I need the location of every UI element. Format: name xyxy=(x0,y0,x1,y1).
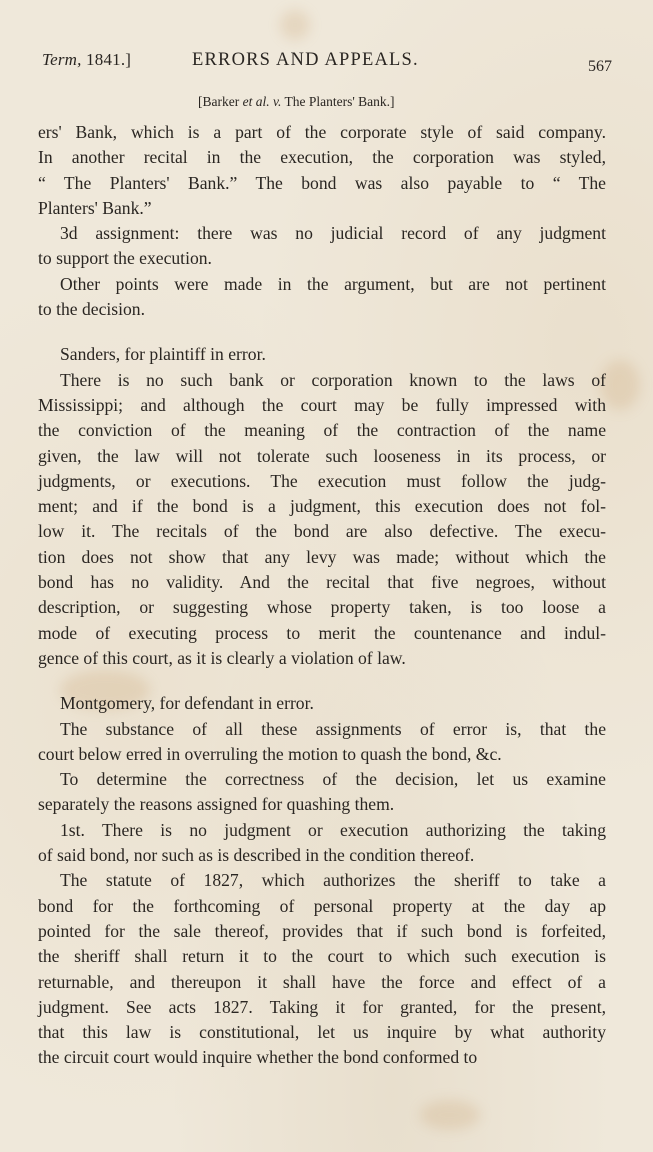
text-line: gence of this court, as it is clearly a violation of law. xyxy=(38,647,406,668)
page-header xyxy=(42,50,612,80)
text-line: ers' Bank, which is a part of the corporate style of said company. xyxy=(38,122,606,142)
text-line: of said bond, nor such as is described in the condition thereof. xyxy=(38,845,475,866)
text-line: the conviction of the meaning of the contraction of the name xyxy=(38,420,606,441)
text-line: court below erred in overruling the motion to quash the bond, &c. xyxy=(38,743,502,764)
text-line: to the decision. xyxy=(38,299,146,320)
text-line: description, or suggesting whose property taken, is too loose a xyxy=(38,597,606,618)
paragraph-gap xyxy=(38,671,606,691)
text-line: that this law is constitutional, let us inquire by what authority xyxy=(38,1022,606,1043)
term-label: Term, 1841.] xyxy=(42,50,132,69)
text-line: the sheriff shall return it to the court to which such execution is xyxy=(38,946,606,967)
case-running-head: [Barker et al. v. The Planters' Bank.] xyxy=(198,94,395,109)
text-line: tion does not show that any levy was made; without which the xyxy=(38,546,606,567)
text-line: given, the law will not tolerate such looseness in its process, or xyxy=(38,445,606,466)
paragraph xyxy=(38,120,606,221)
text-line: The statute of 1827, which authorizes the sheriff to take a xyxy=(60,870,606,891)
text-line: the circuit court would inquire whether the bond conformed to xyxy=(38,1047,478,1068)
text-line: mode of executing process to merit the countenance and indul- xyxy=(38,622,606,643)
text-line: ment; and if the bond is a judgment, this execution does not fol- xyxy=(38,496,606,517)
paragraph xyxy=(38,818,606,869)
text-line: Other points were made in the argument, but are not pertinent xyxy=(60,273,606,294)
paragraph xyxy=(38,868,606,1070)
page-stain xyxy=(420,1100,480,1130)
paragraph-gap xyxy=(38,322,606,342)
paragraph xyxy=(38,368,606,672)
text-line: There is no such bank or corporation known to the laws of xyxy=(60,369,606,390)
text-line: returnable, and thereupon it shall have the force and effect of a xyxy=(38,971,606,992)
text-line: To determine the correctness of the decision, let us examine xyxy=(60,769,606,790)
paragraph xyxy=(38,221,606,272)
paragraph xyxy=(38,717,606,768)
text-line: bond has no validity. And the recital that five negroes, without xyxy=(38,572,606,593)
page-number: 567 xyxy=(588,58,612,75)
text-line: Planters' Bank.” xyxy=(38,197,152,218)
text-line: Sanders, for plaintiff in error. xyxy=(60,344,266,365)
text-line: 3d assignment: there was no judicial record of any judgment xyxy=(60,223,606,244)
text-line: In another recital in the execution, the corporation was styled, xyxy=(38,147,606,168)
text-line: to support the execution. xyxy=(38,248,212,269)
paragraph xyxy=(38,691,606,716)
page-body xyxy=(38,120,606,1071)
text-line: low it. The recitals of the bond are also defective. The execu- xyxy=(38,521,606,542)
text-line: Mississippi; and although the court may be fully impressed with xyxy=(38,394,606,415)
text-line: The substance of all these assignments of error is, that the xyxy=(60,718,606,739)
text-line: “ The Planters' Bank.” The bond was also payable to “ The xyxy=(38,172,606,193)
text-line: judgment. See acts 1827. Taking it for granted, for the present, xyxy=(38,996,606,1017)
paragraph xyxy=(38,767,606,818)
text-line: judgments, or executions. The execution must follow the judg- xyxy=(38,470,606,491)
page-stain xyxy=(280,10,310,40)
text-line: pointed for the sale thereof, provides that if such bond is forfeited, xyxy=(38,920,606,941)
text-line: Montgomery, for defendant in error. xyxy=(60,693,314,714)
page-title: ERRORS AND APPEALS. xyxy=(192,50,419,70)
text-line: separately the reasons assigned for quashing them. xyxy=(38,794,395,815)
page-stain xyxy=(600,360,640,410)
text-line: 1st. There is no judgment or execution authorizing the taking xyxy=(60,819,606,840)
paragraph xyxy=(38,272,606,323)
text-line: bond for the forthcoming of personal property at the day ap xyxy=(38,895,606,916)
paragraph xyxy=(38,342,606,367)
